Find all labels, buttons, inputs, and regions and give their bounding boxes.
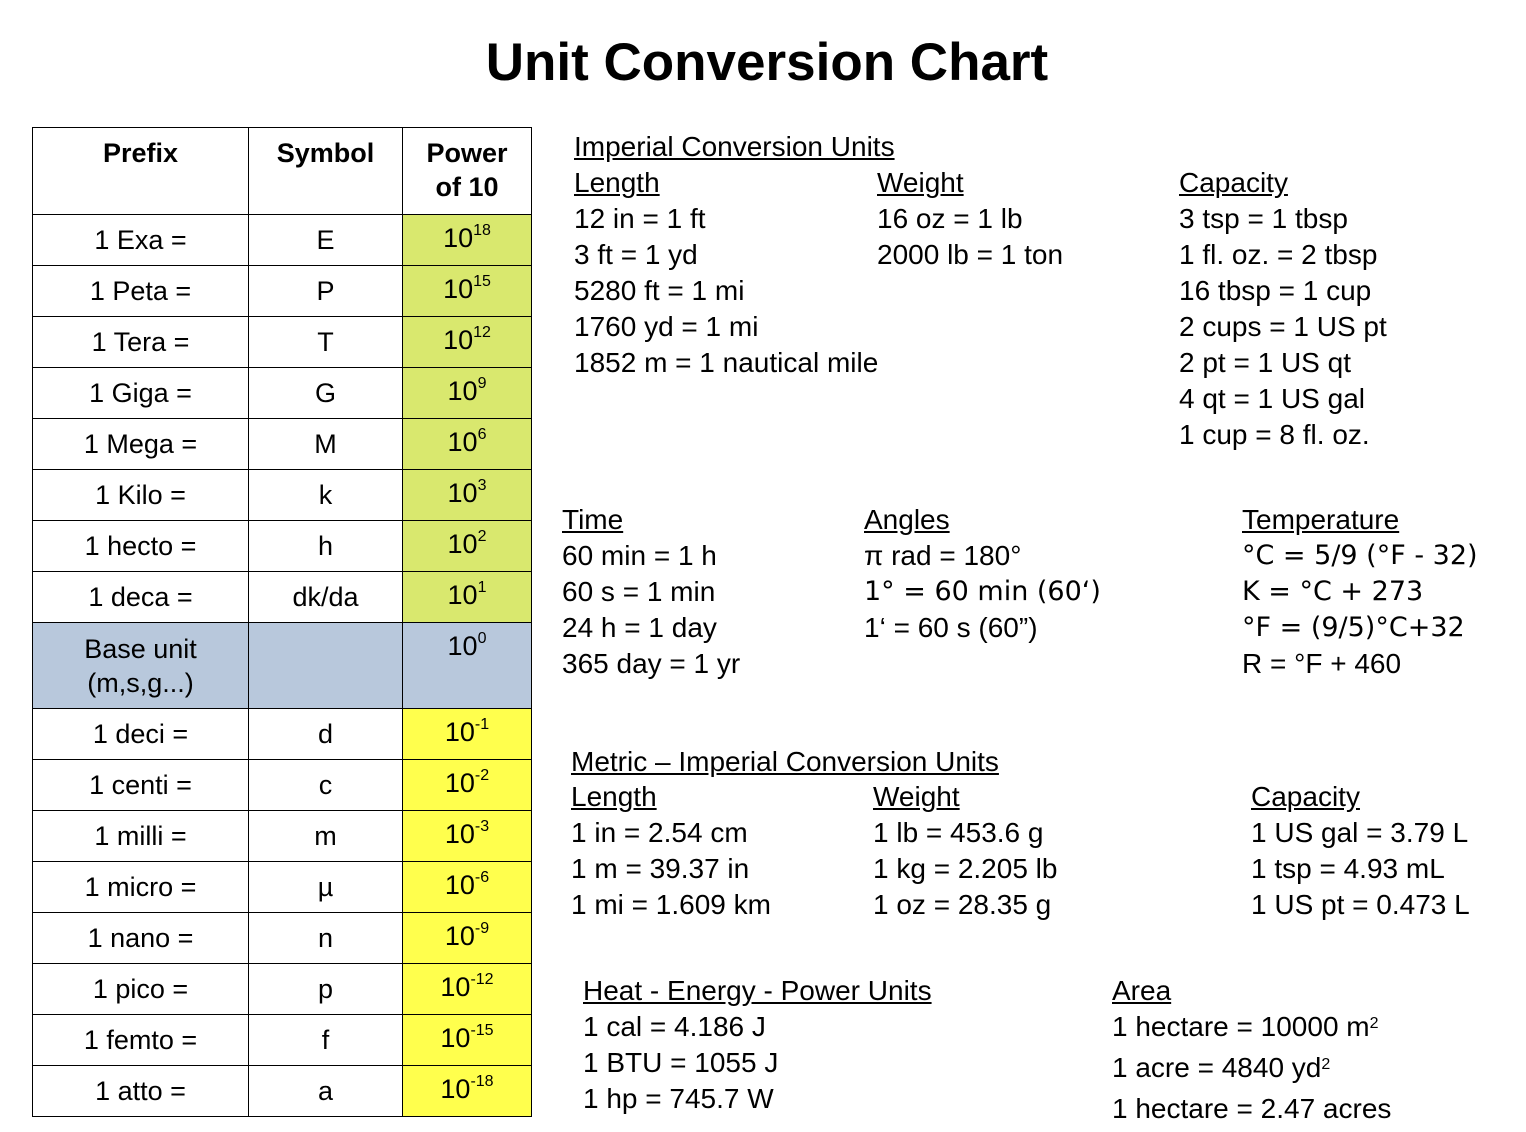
list-item: 4 qt = 1 US gal [1179, 383, 1366, 414]
list-item: 1 mi = 1.609 km [571, 889, 771, 920]
table-row [33, 964, 532, 1015]
list-item: °C = 5/9 (°F - 32) [1242, 540, 1478, 571]
list-item: 60 s = 1 min [562, 576, 716, 607]
power-cell [403, 521, 532, 572]
header-power: Power of 10 [403, 128, 532, 215]
prefix-cell: 1 Exa = [33, 215, 249, 266]
table-row [33, 572, 532, 623]
symbol-cell [249, 623, 403, 709]
power-exponent: 6 [477, 426, 487, 443]
power-base: 10 [440, 1023, 471, 1053]
list-item: 1852 m = 1 nautical mile [574, 347, 879, 378]
power-exponent: 18 [473, 222, 491, 239]
power-cell [403, 913, 532, 964]
symbol-cell: n [249, 913, 403, 964]
list-item: π rad = 180° [864, 540, 1022, 571]
imperial-length [574, 165, 878, 381]
symbol-cell: M [249, 419, 403, 470]
table-row [33, 266, 532, 317]
list-item: 1 fl. oz. = 2 tbsp [1179, 239, 1378, 270]
temperature-heading: Temperature [1242, 504, 1400, 535]
power-exponent: 12 [473, 324, 491, 341]
power-base: 10 [444, 870, 475, 900]
area-section [1112, 973, 1391, 1132]
power-cell [403, 1015, 532, 1066]
power-base: 10 [444, 819, 475, 849]
heat-section [583, 973, 932, 1117]
imperial-capacity-heading: Capacity [1179, 167, 1288, 198]
power-exponent: 15 [473, 273, 491, 290]
angles-section [864, 502, 1101, 646]
symbol-cell: m [249, 811, 403, 862]
prefix-table [32, 127, 532, 1117]
prefix-cell: 1 femto = [33, 1015, 249, 1066]
list-item: 60 min = 1 h [562, 540, 717, 571]
prefix-table-header [33, 128, 532, 215]
power-exponent: -2 [474, 767, 490, 784]
temperature-section [1242, 502, 1478, 682]
symbol-cell: f [249, 1015, 403, 1066]
power-cell [403, 215, 532, 266]
list-item: 1 in = 2.54 cm [571, 817, 748, 848]
list-item: 16 tbsp = 1 cup [1179, 275, 1372, 306]
power-cell [403, 572, 532, 623]
list-item: 3 tsp = 1 tbsp [1179, 203, 1348, 234]
table-row [33, 760, 532, 811]
metric-length-heading: Length [571, 781, 657, 812]
symbol-cell: T [249, 317, 403, 368]
metric-capacity-heading: Capacity [1251, 781, 1360, 812]
power-base: 10 [443, 274, 474, 304]
power-exponent: -18 [470, 1073, 494, 1090]
table-row [33, 862, 532, 913]
prefix-cell: 1 hecto = [33, 521, 249, 572]
power-exponent: 2 [477, 528, 487, 545]
table-row [33, 1066, 532, 1117]
metric-imperial-section [571, 744, 999, 780]
symbol-cell: a [249, 1066, 403, 1117]
prefix-cell: 1 Kilo = [33, 470, 249, 521]
list-item: 1 hectare = 2.47 acres [1112, 1093, 1392, 1124]
prefix-cell: 1 atto = [33, 1066, 249, 1117]
metric-weight [873, 779, 1057, 923]
power-cell [403, 709, 532, 760]
list-item: 365 day = 1 yr [562, 648, 741, 679]
list-item: 1 US gal = 3.79 L [1251, 817, 1469, 848]
symbol-cell: k [249, 470, 403, 521]
prefix-cell: 1 Giga = [33, 368, 249, 419]
list-item: 12 in = 1 ft [574, 203, 706, 234]
list-item: 1 hp = 745.7 W [583, 1083, 774, 1114]
power-base: 10 [444, 768, 475, 798]
power-cell [403, 811, 532, 862]
table-row [33, 368, 532, 419]
list-item: 24 h = 1 day [562, 612, 717, 643]
power-cell [403, 760, 532, 811]
list-item: 1 lb = 453.6 g [873, 817, 1044, 848]
prefix-cell: 1 Mega = [33, 419, 249, 470]
list-item: 1 cup = 8 fl. oz. [1179, 419, 1370, 450]
power-exponent: -12 [470, 971, 494, 988]
angles-heading: Angles [864, 504, 950, 535]
power-exponent: 0 [477, 630, 487, 647]
list-item: 1 kg = 2.205 lb [873, 853, 1058, 884]
heat-heading: Heat - Energy - Power Units [583, 975, 932, 1006]
power-base: 10 [444, 921, 475, 951]
list-item: 1° = 60 min (60‘) [864, 576, 1101, 607]
power-cell [403, 1066, 532, 1117]
power-base: 10 [447, 427, 478, 457]
symbol-cell: d [249, 709, 403, 760]
list-item: 1 acre = 4840 $yd^2$ [1112, 1052, 1331, 1083]
imperial-length-heading: Length [574, 167, 660, 198]
power-exponent: -1 [474, 716, 490, 733]
symbol-cell: P [249, 266, 403, 317]
prefix-cell: 1 centi = [33, 760, 249, 811]
list-item: 2 pt = 1 US qt [1179, 347, 1351, 378]
area-heading: Area [1112, 975, 1172, 1006]
power-exponent: -3 [474, 818, 490, 835]
list-item: 1760 yd = 1 mi [574, 311, 759, 342]
symbol-cell: c [249, 760, 403, 811]
power-cell [403, 623, 532, 709]
power-base: 10 [447, 580, 478, 610]
power-base: 10 [447, 478, 478, 508]
power-cell [403, 964, 532, 1015]
power-base: 10 [447, 529, 478, 559]
table-row [33, 215, 532, 266]
symbol-cell: p [249, 964, 403, 1015]
power-base: 10 [443, 325, 474, 355]
power-exponent: 3 [477, 477, 487, 494]
list-item: R = °F + 460 [1242, 648, 1402, 679]
metric-length [571, 779, 771, 923]
header-prefix: Prefix [33, 128, 249, 215]
table-row [33, 709, 532, 760]
imperial-weight-heading: Weight [877, 167, 964, 198]
table-row [33, 419, 532, 470]
list-item: 2 cups = 1 US pt [1179, 311, 1387, 342]
prefix-cell: 1 deca = [33, 572, 249, 623]
metric-capacity [1251, 779, 1470, 923]
prefix-cell: Base unit (m,s,g...) [33, 623, 249, 709]
list-item: °F = (9/5)°C+32 [1242, 612, 1465, 643]
power-base: 10 [447, 376, 478, 406]
list-item: 1 m = 39.37 in [571, 853, 750, 884]
list-item: 1 tsp = 4.93 mL [1251, 853, 1445, 884]
power-cell [403, 470, 532, 521]
power-cell [403, 368, 532, 419]
imperial-heading: Imperial Conversion Units [574, 131, 895, 162]
prefix-cell: 1 Tera = [33, 317, 249, 368]
power-cell [403, 266, 532, 317]
symbol-cell: G [249, 368, 403, 419]
list-item: 1 US pt = 0.473 L [1251, 889, 1470, 920]
power-cell [403, 419, 532, 470]
list-item: 5280 ft = 1 mi [574, 275, 745, 306]
table-row [33, 811, 532, 862]
power-base: 10 [447, 631, 478, 661]
list-item: 1 oz = 28.35 g [873, 889, 1052, 920]
table-row [33, 317, 532, 368]
table-row [33, 470, 532, 521]
power-exponent: -6 [474, 869, 490, 886]
time-section [562, 502, 740, 682]
prefix-cell: 1 pico = [33, 964, 249, 1015]
imperial-weight [877, 165, 1063, 273]
prefix-cell: 1 nano = [33, 913, 249, 964]
imperial-section [574, 129, 895, 165]
imperial-capacity [1179, 165, 1387, 453]
power-base: 10 [444, 717, 475, 747]
power-base: 10 [443, 223, 474, 253]
power-exponent: -15 [470, 1022, 494, 1039]
header-symbol: Symbol [249, 128, 403, 215]
metric-imperial-heading: Metric – Imperial Conversion Units [571, 746, 999, 777]
list-item: 2000 lb = 1 ton [877, 239, 1064, 270]
power-exponent: 9 [477, 375, 487, 392]
list-item: 1 cal = 4.186 J [583, 1011, 766, 1042]
list-item: K = °C + 273 [1242, 576, 1424, 607]
power-base: 10 [440, 1074, 471, 1104]
table-row [33, 623, 532, 709]
list-item: 1 BTU = 1055 J [583, 1047, 779, 1078]
symbol-cell: E [249, 215, 403, 266]
list-item: 3 ft = 1 yd [574, 239, 698, 270]
prefix-cell: 1 micro = [33, 862, 249, 913]
power-cell [403, 862, 532, 913]
table-row [33, 521, 532, 572]
list-item: 1‘ = 60 s (60”) [864, 612, 1038, 643]
prefix-cell: 1 milli = [33, 811, 249, 862]
page-title: Unit Conversion Chart [485, 33, 1049, 92]
list-item: 1 hectare = 10000 $m^2$ [1112, 1011, 1379, 1042]
symbol-cell: µ [249, 862, 403, 913]
power-exponent: -9 [474, 920, 490, 937]
symbol-cell: dk/da [249, 572, 403, 623]
metric-weight-heading: Weight [873, 781, 960, 812]
prefix-cell: 1 Peta = [33, 266, 249, 317]
table-row [33, 1015, 532, 1066]
list-item: 16 oz = 1 lb [877, 203, 1023, 234]
symbol-cell: h [249, 521, 403, 572]
power-base: 10 [440, 972, 471, 1002]
power-cell [403, 317, 532, 368]
time-heading: Time [562, 504, 624, 535]
prefix-cell: 1 deci = [33, 709, 249, 760]
table-row [33, 913, 532, 964]
power-exponent: 1 [477, 579, 487, 596]
